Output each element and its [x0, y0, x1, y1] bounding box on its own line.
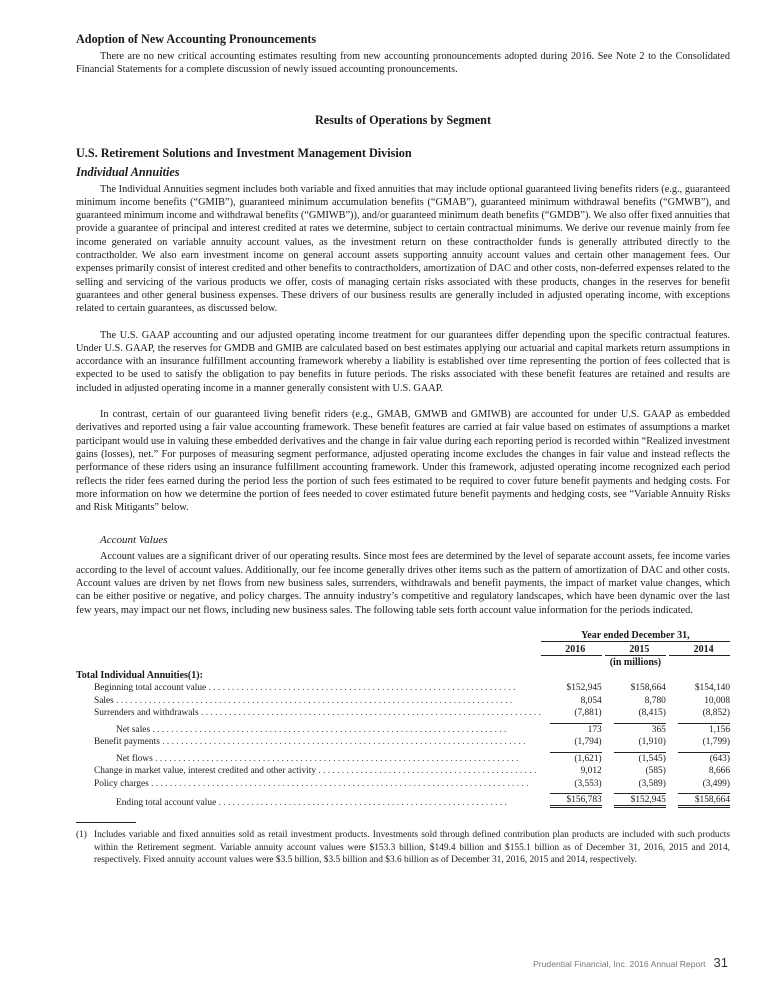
table-row: Net sales . . . . . . . . . . . . . . . . . . . . . . . . . . . . . . . . . . . . . . . . . . . . . . . . . . . . . . . . . . . . . . . . . . . . . . . . . . . . 173 365 1,156: [116, 724, 730, 735]
value-2016: 173: [550, 723, 602, 735]
report-title: Prudential Financial, Inc. 2016 Annual Report: [533, 959, 706, 969]
value-2014: 8,666: [708, 766, 730, 777]
value-2016: (7,881): [574, 708, 602, 719]
row-label: Benefit payments: [94, 737, 160, 748]
table-row: Net flows . . . . . . . . . . . . . . . . . . . . . . . . . . . . . . . . . . . . . . . . . . . . . . . . . . . . . . . . . . . . . . . . . . . . . . . . . . . . . . (1,621) (1,545) (643): [116, 753, 730, 764]
account-values-paragraph: Account values are a significant driver of our operating results. Since most fees are determined by the level of separate account assets, fee income varies according to the level of account values. Additionally, our fee income generally drives other items such as the pattern of amortization of DAC and other costs. Account values are driven by net flows from new business sales, surrenders, withdrawals and benefit payments, the impact of market value changes, which can be either positive or negative, and policy charges. The annuity industry’s competitive and regulatory landscapes, which have been dynamic over the last few years, may impact our net flows, including new business sales. The following table sets forth account value information for the periods indicated.: [76, 551, 730, 616]
value-2016: $156,783: [550, 793, 602, 808]
value-2016: $152,945: [566, 683, 602, 694]
value-2014: (643): [678, 752, 730, 764]
value-2016: (1,621): [550, 752, 602, 764]
value-2016: (3,553): [574, 778, 602, 789]
table-row: Benefit payments . . . . . . . . . . . . . . . . . . . . . . . . . . . . . . . . . . . . . . . . . . . . . . . . . . . . . . . . . . . . . . . . . . . . . . . . . . . . . . (1,794) (1,910) (1,799): [76, 735, 730, 748]
row-label: Net flows: [116, 753, 153, 764]
document-page: [76, 32, 730, 867]
value-2014: (8,852): [702, 708, 730, 719]
row-label: Surrenders and withdrawals: [94, 708, 199, 719]
row-label: Beginning total account value: [94, 683, 207, 694]
row-label: Sales: [94, 695, 114, 706]
value-2015: (3,589): [638, 778, 666, 789]
adoption-paragraph: There are no new critical accounting estimates resulting from new accounting pronouncements adopted during 2016. See Note 2 to the Consolidated Financial Statements for a complete discussion of newly issued accounting pronouncements.: [76, 51, 730, 76]
table-header-years-row: [76, 642, 730, 656]
value-2016: 9,012: [580, 766, 602, 777]
table-row: Surrenders and withdrawals . . . . . . . . . . . . . . . . . . . . . . . . . . . . . . . . . . . . . . . . . . . . . . . . . . . . . . . . . . . . . . . . . . . . . . . . . (7,881) (8,415) (8,852): [76, 706, 730, 719]
page-footer: [533, 955, 728, 970]
adoption-heading: Adoption of New Accounting Pronouncements: [76, 32, 317, 46]
table-row: Change in market value, interest credited and other activity . . . . . . . . . . . . . . . . . . . . . . . . . . . . . . . . . . . . . . . . . . . . . . . 9,012 (585) 8,666: [76, 764, 730, 777]
footnote: [76, 829, 730, 867]
value-2014: $158,664: [678, 793, 730, 808]
row-label: Policy charges: [94, 778, 149, 789]
value-2016: 8,054: [580, 695, 602, 706]
value-2014: (1,799): [702, 737, 730, 748]
row-label: Net sales: [116, 724, 151, 735]
segment-paragraph-2: The U.S. GAAP accounting and our adjusted operating income treatment for our guarantees differ depending upon the specific contractual features. Under U.S. GAAP, the reserves for GMDB and GMIB are calculated based on best estimates applying our actuarial and capital markets return assumptions in accordance with an insurance fulfillment accounting framework whereby a liability is established over time representing the portion of fees collected that is expected to be used to satisfy the obligation to pay benefits in future periods. The risks associated with these benefit features are retained and results are included in adjusted operating income in a manner generally consistent with U.S. GAAP.: [76, 329, 730, 394]
value-2015: (1,545): [614, 752, 666, 764]
value-2014: $154,140: [694, 683, 730, 694]
value-2015: 8,780: [644, 695, 666, 706]
value-2015: (8,415): [638, 708, 666, 719]
header-year-2016: 2016: [541, 642, 602, 656]
row-label: Ending total account value: [116, 797, 217, 808]
account-values-heading: Account Values: [100, 534, 168, 547]
value-2016: (1,794): [574, 737, 602, 748]
value-2014: 1,156: [678, 723, 730, 735]
header-year-ended: Year ended December 31,: [541, 629, 730, 642]
page-number: 31: [713, 955, 728, 970]
footnote-mark: (1): [76, 829, 87, 840]
value-2014: (3,499): [702, 778, 730, 789]
table-row: Sales . . . . . . . . . . . . . . . . . . . . . . . . . . . . . . . . . . . . . . . . . . . . . . . . . . . . . . . . . . . . . . . . . . . . . . . . . . . . . . . . . . . . . 8,054 8,780 10,008: [76, 693, 730, 706]
section-label: Total Individual Annuities(1):: [76, 669, 203, 681]
value-2015: 365: [614, 723, 666, 735]
value-2014: 10,008: [704, 695, 730, 706]
value-2015: $158,664: [630, 683, 666, 694]
value-2015: (585): [645, 766, 666, 777]
header-year-2014: 2014: [669, 642, 730, 656]
table-header-group-row: [76, 629, 730, 642]
table-row: Beginning total account value . . . . . . . . . . . . . . . . . . . . . . . . . . . . . . . . . . . . . . . . . . . . . . . . . . . . . . . . . . . . . . . . . . $152,945 $158,664 $154,140: [76, 681, 730, 694]
table-row-total: Ending total account value . . . . . . . . . . . . . . . . . . . . . . . . . . . . . . . . . . . . . . . . . . . . . . . . . . . . . . . . . . . . . . $156,783 $152,945 $158,664: [116, 794, 730, 808]
footnote-divider: [76, 822, 136, 823]
units-label: (in millions): [609, 657, 662, 669]
results-title: Results of Operations by Segment: [314, 112, 492, 127]
segment-paragraph-3: In contrast, certain of our guaranteed living benefit riders (e.g., GMAB, GMWB and GMIWB) are accounted for under U.S. GAAP as embedded derivatives and reported using a fair value accounting framework. These benefit features are carried at fair value based on estimates of assumptions a market participant would use in valuing these embedded derivatives and the change in fair value during each reporting period is recorded within “Realized investment gains (losses), net.” For purposes of measuring segment performance, adjusted operating income excludes the changes in fair value and instead reflects the performance of these riders using an insurance fulfillment accounting framework. Under this framework, adjusted operating income recognized each period reflects the rider fees earned during the period less the portion of such fees estimated to be required to cover future benefit payments and hedging costs. For more information on how we determine the portion of fees needed to cover estimated future benefit payments and hedging costs, see “Variable Annuity Risks and Risk Mitigants” below.: [76, 409, 730, 514]
segment-paragraph-1: The Individual Annuities segment includes both variable and fixed annuities that may include optional guaranteed living benefits riders (e.g., guaranteed minimum income benefits (“GMIB”), guaranteed minimum accumulation benefits (“GMAB”), guaranteed minimum withdrawal benefits (“GMWB”), and guaranteed minimum income and withdrawal benefits (“GMIWB”)), and/or guaranteed minimum death benefits (“GMDB”). We also offer fixed annuities that provide a guarantee of principal and interest credited at rates we determine, subject to certain contractual minimums. We derive our revenue mainly from fee income generated on variable annuity account values, as the investment return on these contractholder funds is generally attributed directly to the contractholder. We also earn investment income on general account assets supporting annuity account values and certain other management fees. Our expenses primarily consist of interest credited and other benefits to contractholders, amortization of DAC and other costs, non-deferred expenses related to the selling and servicing of the various products we offer, costs of managing certain risks associated with these products, changes in the reserves for benefit guarantees and other general business expenses. These drivers of our business results are generally included in adjusted operating income, with exceptions related to certain guarantees, as discussed below.: [76, 183, 730, 315]
segment-heading: Individual Annuities: [76, 164, 180, 179]
division-heading: U.S. Retirement Solutions and Investment Management Division: [76, 145, 412, 160]
footnote-text: Includes variable and fixed annuities sold as retail investment products. Investments sold through defined contribution plan products are included with such products within the Retirement segment. Variable annuity account values were $153.3 billion, $149.4 billion and $155.1 billion as of December 31, 2016, 2015 and 2014, respectively. Fixed annuity account values were $3.5 billion, $3.5 billion and $3.6 billion as of December 31, 2016, 2015 and 2014, respectively.: [94, 829, 730, 866]
table-section-row: [76, 668, 730, 681]
row-label: Change in market value, interest credited and other activity: [94, 766, 317, 777]
value-2015: $152,945: [614, 793, 666, 808]
value-2015: (1,910): [638, 737, 666, 748]
table-units-row: [76, 655, 730, 668]
table-row: Policy charges . . . . . . . . . . . . . . . . . . . . . . . . . . . . . . . . . . . . . . . . . . . . . . . . . . . . . . . . . . . . . . . . . . . . . . . . . . . . . . . . . (3,553) (3,589) (3,499): [76, 776, 730, 789]
header-year-2015: 2015: [605, 642, 666, 656]
account-value-table: [76, 629, 730, 808]
